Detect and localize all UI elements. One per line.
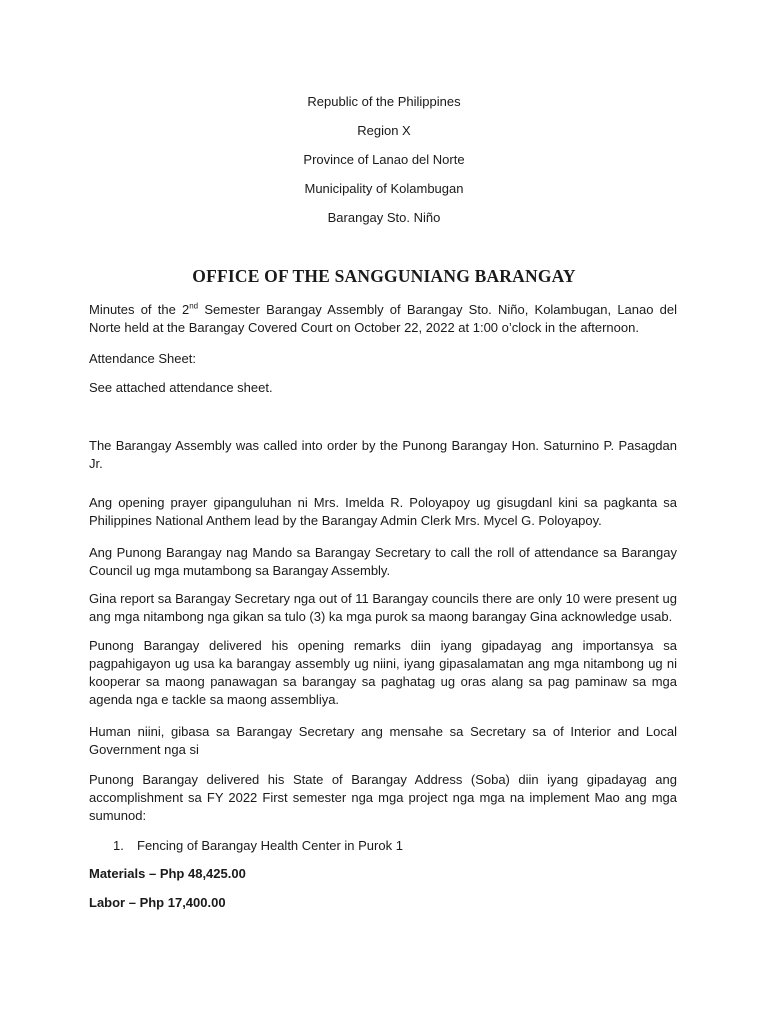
letterhead-country: Republic of the Philippines: [307, 94, 461, 109]
attendance-note: See attached attendance sheet.: [89, 380, 273, 395]
letterhead: [0, 92, 768, 237]
project-list-item: [89, 837, 677, 855]
letterhead-barangay: Barangay Sto. Niño: [327, 210, 441, 225]
ordinal-suffix: nd: [189, 301, 199, 311]
letterhead-province: Province of Lanao del Norte: [303, 152, 465, 167]
materials-cost: Materials – Php 48,425.00: [89, 866, 246, 881]
minutes-intro-start: Minutes of the 2: [89, 302, 190, 317]
office-title: OFFICE OF THE SANGGUNIANG BARANGAY: [192, 266, 576, 286]
project-title: Fencing of Barangay Health Center in Purok 1: [137, 838, 403, 853]
minutes-intro-rest: Semester Barangay Assembly of Barangay Sto. Niño, Kolambugan, Lanao del Norte held at the Barangay Covered Court on October 22, 2022 at 1:00 o’clock in the afternoon.: [89, 302, 677, 335]
opening-remarks-paragraph: Punong Barangay delivered his opening remarks diin iyang gipadayag ang importansya sa pagpahigayon ug usa ka barangay assembly ug niini, iyang gipasalamatan ang mga nitambong ug ni kooperar sa maong panawagan sa barangay sa paghatag ug oras alang sa pag paminaw sa mga agenda nga e tackle sa maong assembliya.: [89, 638, 677, 707]
letterhead-municipality: Municipality of Kolambugan: [304, 181, 464, 196]
letterhead-region: Region X: [357, 123, 411, 138]
attendance-report-paragraph: Gina report sa Barangay Secretary nga out of 11 Barangay councils there are only 10 were present ug ang mga nitambong nga gikan sa tulo (3) ka mga purok sa maong barangay Gina acknowledge usab.: [89, 591, 677, 624]
project-number: 1.: [113, 838, 124, 853]
secretary-message-paragraph: Human niini, gibasa sa Barangay Secretary ang mensahe sa Secretary sa of Interior and Local Government nga si: [89, 724, 677, 757]
soba-paragraph: Punong Barangay delivered his State of Barangay Address (Soba) diin iyang gipadayag ang accomplishment sa FY 2022 First semester nga mga project nga mga na implement Mao ang mga sumunod:: [89, 772, 677, 823]
opening-prayer-paragraph: Ang opening prayer gipanguluhan ni Mrs. Imelda R. Poloyapoy ug gisugdanl kini sa pagkanta sa Philippines National Anthem lead by the Barangay Admin Clerk Mrs. Mycel G. Poloyapoy.: [89, 495, 677, 528]
labor-cost: Labor – Php 17,400.00: [89, 895, 226, 910]
attendance-heading: Attendance Sheet:: [89, 351, 196, 366]
roll-call-paragraph: Ang Punong Barangay nag Mando sa Barangay Secretary to call the roll of attendance sa Barangay Council ug mga mutambong sa Barangay Assembly.: [89, 545, 677, 578]
call-to-order-paragraph: The Barangay Assembly was called into order by the Punong Barangay Hon. Saturnino P. Pasagdan Jr.: [89, 438, 677, 471]
minutes-intro: [89, 301, 677, 337]
